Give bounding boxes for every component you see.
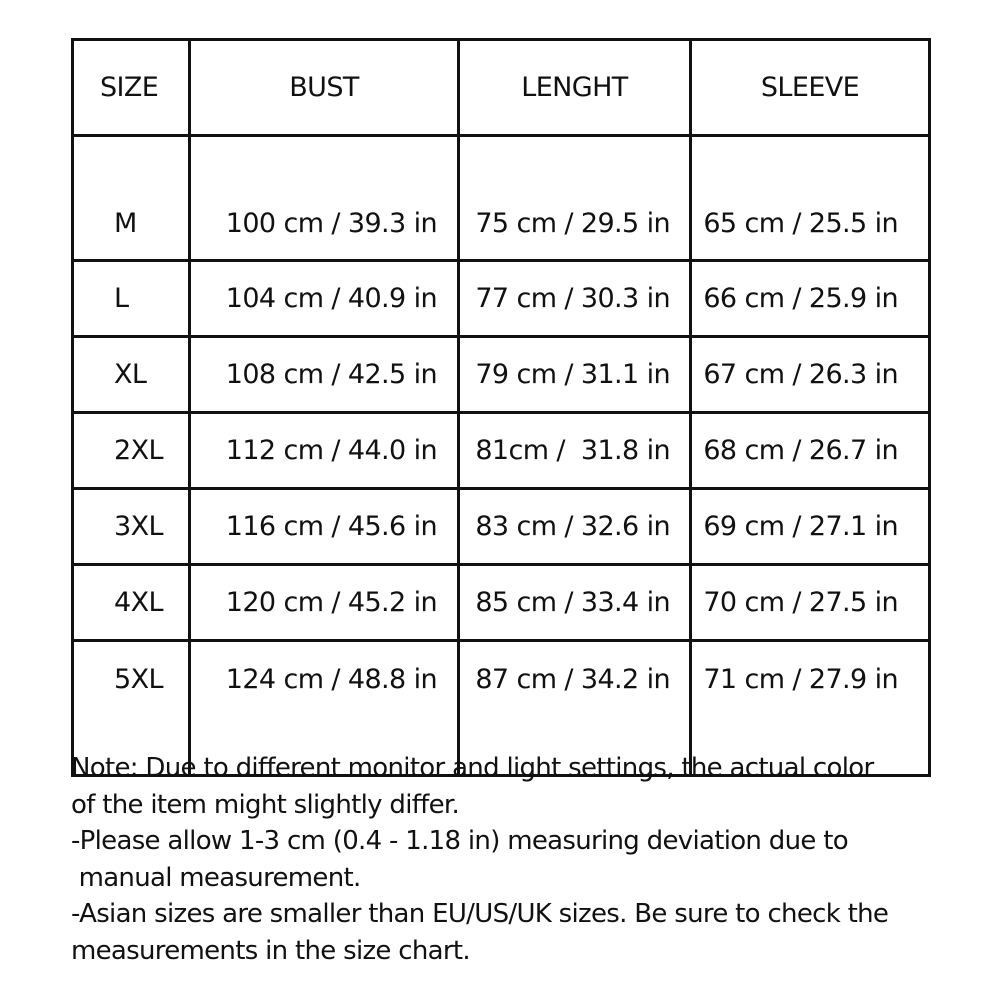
bust-cell: 104 cm / 40.9 in: [190, 261, 459, 337]
size-cell: 2XL: [73, 413, 190, 489]
header-bust: BUST: [190, 40, 459, 136]
size-cell: 4XL: [73, 565, 190, 641]
bust-cell: 124 cm / 48.8 in: [190, 641, 459, 776]
size-cell: 5XL: [73, 641, 190, 776]
header-size: SIZE: [73, 40, 190, 136]
note-line: manual measurement.: [71, 862, 361, 893]
table-row: [73, 489, 930, 565]
size-chart-table: [71, 38, 931, 777]
note-line: of the item might slightly differ.: [71, 789, 460, 820]
sleeve-cell: 71 cm / 27.9 in: [691, 641, 930, 776]
table-row: [73, 337, 930, 413]
note-line: measurements in the size chart.: [71, 935, 470, 966]
bust-cell: 120 cm / 45.2 in: [190, 565, 459, 641]
sleeve-cell: 66 cm / 25.9 in: [691, 261, 930, 337]
table-row: [73, 261, 930, 337]
note-line: -Please allow 1-3 cm (0.4 - 1.18 in) measuring deviation due to: [71, 826, 848, 856]
length-cell: 75 cm / 29.5 in: [459, 136, 691, 261]
size-cell: M: [73, 136, 190, 261]
sleeve-cell: 69 cm / 27.1 in: [691, 489, 930, 565]
bust-cell: 100 cm / 39.3 in: [190, 136, 459, 261]
note-line: Note: Due to different monitor and light settings, the actual color: [71, 753, 874, 783]
bust-cell: 116 cm / 45.6 in: [190, 489, 459, 565]
sleeve-cell: 70 cm / 27.5 in: [691, 565, 930, 641]
header-length: LENGHT: [459, 40, 691, 136]
table-row: [73, 565, 930, 641]
size-cell: 3XL: [73, 489, 190, 565]
bust-cell: 108 cm / 42.5 in: [190, 337, 459, 413]
size-cell: L: [73, 261, 190, 337]
table-row: [73, 413, 930, 489]
table-row: [73, 136, 930, 261]
bust-cell: 112 cm / 44.0 in: [190, 413, 459, 489]
size-cell: XL: [73, 337, 190, 413]
length-cell: 77 cm / 30.3 in: [459, 261, 691, 337]
length-cell: 85 cm / 33.4 in: [459, 565, 691, 641]
length-cell: 87 cm / 34.2 in: [459, 641, 691, 776]
sleeve-cell: 68 cm / 26.7 in: [691, 413, 930, 489]
sleeve-cell: 67 cm / 26.3 in: [691, 337, 930, 413]
length-cell: 81cm / 31.8 in: [459, 413, 691, 489]
note-line: -Asian sizes are smaller than EU/US/UK sizes. Be sure to check the: [71, 899, 889, 929]
sleeve-cell: 65 cm / 25.5 in: [691, 136, 930, 261]
length-cell: 83 cm / 32.6 in: [459, 489, 691, 565]
header-row: [73, 40, 930, 136]
header-sleeve: SLEEVE: [691, 40, 930, 136]
length-cell: 79 cm / 31.1 in: [459, 337, 691, 413]
notes-block: [71, 750, 971, 969]
